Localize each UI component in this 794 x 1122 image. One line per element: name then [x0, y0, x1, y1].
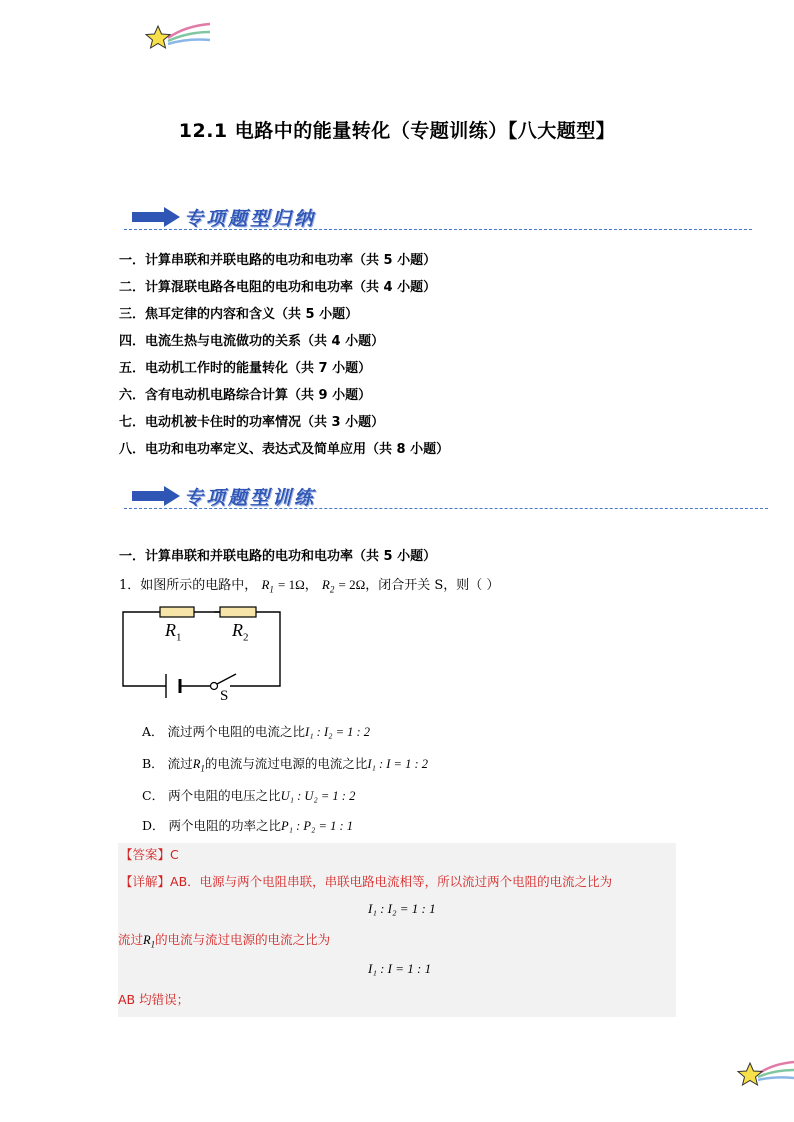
answer-line-3: AB 均错误； [118, 992, 190, 1007]
toc-item-3[interactable]: 三．焦耳定律的内容和含义（共 5 小题） [119, 307, 359, 322]
answer-detail: 【详解】AB．电源与两个电阻串联，串联电路电流相等，所以流过两个电阻的电流之比为 [120, 874, 613, 889]
answer-label: 【答案】C [120, 847, 179, 862]
r1-value: = 1Ω [278, 577, 305, 592]
switch-label: S [220, 688, 229, 704]
r1-symbol: $R_1$ [261, 577, 274, 595]
answer-formula-2: I₁ : I = 1 : 1 [368, 961, 432, 976]
r1-symbol: $R_1$ [192, 757, 205, 774]
option-d[interactable]: D． 两个电阻的功率之比P₁ : P₂ = 1 : 1 [142, 818, 354, 833]
r2-label: $R_2$ [232, 620, 249, 644]
shooting-star-icon [140, 18, 215, 58]
option-c[interactable]: C． 两个电阻的电压之比U₁ : U₂ = 1 : 2 [142, 788, 356, 803]
divider [124, 508, 768, 509]
r1-label: $R_1$ [165, 620, 182, 644]
option-math: I₁ : I = 1 : 2 [367, 757, 429, 771]
option-math: U₁ : U₂ = 1 : 2 [280, 789, 356, 803]
r2-symbol: $R_2$ [321, 577, 335, 595]
toc-item-1[interactable]: 一．计算串联和并联电路的电功和电功率（共 5 小题） [119, 253, 437, 268]
option-a[interactable]: A． 流过两个电阻的电流之比I₁ : I₂ = 1 : 2 [142, 724, 371, 739]
circuit-diagram [118, 600, 288, 710]
toc-item-5[interactable]: 五．电动机工作时的能量转化（共 7 小题） [119, 361, 372, 376]
answer-panel [118, 843, 676, 1017]
question-number: 1． [119, 578, 141, 593]
toc-item-6[interactable]: 六．含有电动机电路综合计算（共 9 小题） [119, 388, 372, 403]
page-title: 12.1 电路中的能量转化（专题训练）【八大题型】 [178, 120, 616, 142]
toc-item-4[interactable]: 四．电流生热与电流做功的关系（共 4 小题） [119, 334, 385, 349]
shooting-star-icon [732, 1054, 794, 1094]
arrow-right-icon [132, 486, 180, 506]
arrow-right-icon [132, 207, 180, 227]
resistor-r1 [160, 607, 194, 617]
toc-item-2[interactable]: 二．计算混联电路各电阻的电功和电功率（共 4 小题） [119, 280, 437, 295]
question-stem: 1．如图所示的电路中， $R_1 = 1\Omega$， $R_2 = 2\Omega$，闭合开关 S，则（ ） [119, 577, 500, 595]
option-math: P₁ : P₂ = 1 : 1 [281, 819, 354, 833]
option-b[interactable]: B． 流过$R_1$的电流与流过电源的电流之比I₁ : I = 1 : 2 [142, 756, 429, 774]
switch-contact [211, 683, 218, 690]
answer-formula-1: I₁ : I₂ = 1 : 1 [368, 901, 436, 916]
answer-line-2: 流过$R_1$的电流与流过电源的电流之比为 [118, 932, 331, 950]
divider [124, 229, 752, 230]
banner-title: 专项题型归纳 [184, 208, 317, 230]
banner-title: 专项题型训练 [184, 487, 317, 509]
toc-item-8[interactable]: 八．电功和电功率定义、表达式及简单应用（共 8 小题） [119, 442, 450, 457]
toc-item-7[interactable]: 七．电动机被卡住时的功率情况（共 3 小题） [119, 415, 385, 430]
question-suffix: ，闭合开关 S，则（ ） [365, 578, 500, 593]
r2-value: = 2Ω [338, 577, 366, 592]
question-prefix: 如图所示的电路中， [140, 578, 258, 593]
circuit-wiring [118, 600, 288, 710]
option-math: I₁ : I₂ = 1 : 2 [305, 725, 371, 739]
switch-lever [217, 674, 236, 684]
section-heading: 一．计算串联和并联电路的电功和电功率（共 5 小题） [119, 549, 437, 564]
resistor-r2 [220, 607, 256, 617]
